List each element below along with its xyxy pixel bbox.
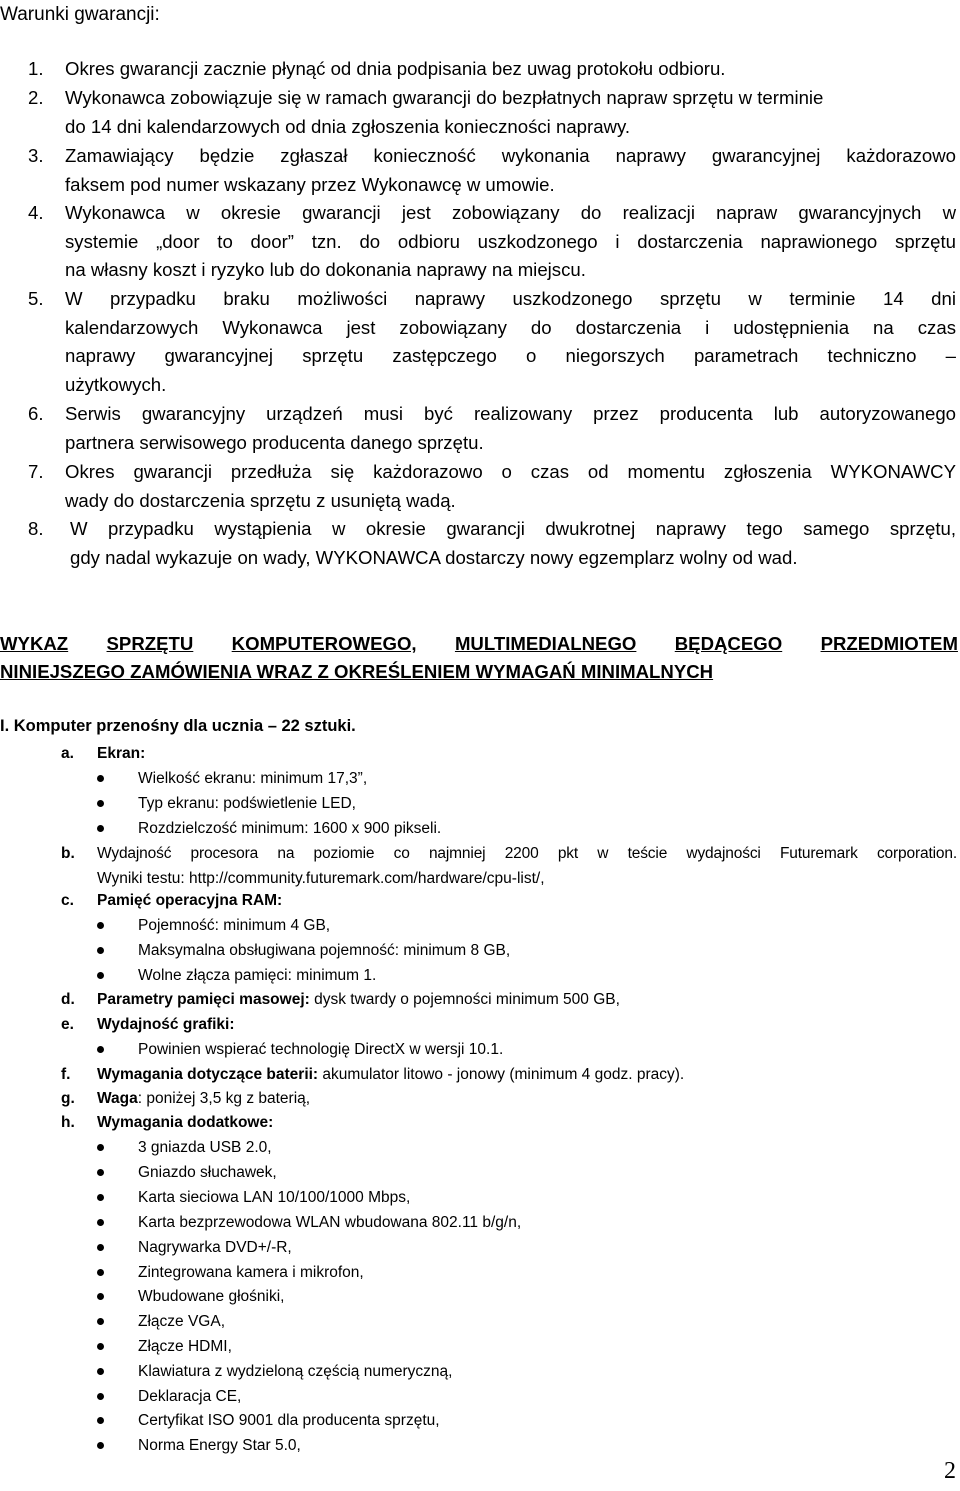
item-line: W przypadku braku możliwości naprawy uszkodzonego sprzętu w terminie 14 dni — [65, 288, 956, 309]
warranty-item-4 — [28, 199, 956, 285]
heading-word: BĘDĄCEGO — [674, 633, 783, 654]
bullet-icon — [97, 1194, 104, 1201]
bullet-icon — [97, 1244, 104, 1251]
heading-word: PRZEDMIOTEM — [820, 633, 958, 654]
bullet-icon — [97, 1343, 104, 1350]
bullet-icon — [97, 947, 104, 954]
subsection-text: Wyniki testu: http://community.futuremark.com/hardware/cpu-list/, — [97, 870, 545, 887]
item-line: użytkowych. — [65, 373, 167, 395]
item-line: Zamawiający będzie zgłaszał konieczność wykonania naprawy gwarancyjnej każdorazowo — [65, 145, 956, 166]
bullet-icon — [97, 775, 104, 782]
item-line: partnera serwisowego producenta danego sprzętu. — [65, 431, 484, 453]
subsection-letter: c. — [61, 892, 74, 909]
item-number: 2. — [28, 87, 44, 108]
subsection-label: Ekran: — [97, 745, 146, 762]
heading-word: KOMPUTEROWEGO, — [231, 633, 417, 654]
bullet-icon — [97, 1417, 104, 1424]
warranty-item-2 — [28, 84, 956, 141]
item-line: systemie „door to door” tzn. do odbioru uszkodzonego i dostarczenia naprawionego sprzętu — [65, 230, 956, 252]
warranty-item-6 — [28, 400, 956, 457]
subsection-letter: b. — [61, 845, 75, 862]
item-number: 8. — [28, 518, 44, 539]
item-line: gdy nadal wykazuje on wady, WYKONAWCA dostarczy nowy egzemplarz wolny od wad. — [70, 546, 798, 568]
item-line: Okres gwarancji zacznie płynąć od dnia podpisania bez uwag protokołu odbioru. — [65, 58, 726, 79]
subsection-label: Wydajność grafiki: — [97, 1016, 235, 1033]
bullet-icon — [97, 1269, 104, 1276]
bullet-icon — [97, 1318, 104, 1325]
subsection-letter: h. — [61, 1114, 75, 1131]
bullet-icon — [97, 825, 104, 832]
warranty-item-7 — [28, 458, 956, 515]
subsection-label: Wymagania dodatkowe: — [97, 1114, 274, 1131]
subsection-letter: f. — [61, 1066, 71, 1083]
bullet-icon — [97, 972, 104, 979]
item-number: 5. — [28, 288, 44, 309]
subsection-label: Parametry pamięci masowej: — [97, 991, 310, 1008]
item-line: Wykonawca w okresie gwarancji jest zobowiązany do realizacji napraw gwarancyjnych w — [65, 202, 956, 223]
warranty-title: Warunki gwarancji: — [0, 4, 160, 25]
bullet-icon — [97, 1046, 104, 1053]
warranty-item-1 — [28, 55, 956, 84]
subsection-letter: d. — [61, 991, 75, 1008]
subsection-text: akumulator litowo - jonowy (minimum 4 godz. pracy). — [318, 1066, 685, 1083]
subsection-letter: a. — [61, 745, 74, 762]
subsection-text: dysk twardy o pojemności minimum 500 GB, — [309, 991, 620, 1008]
subsection-text: Wydajność procesora na poziomie co najmniej 2200 pkt w teście wydajności Futuremark corporation. — [97, 845, 957, 862]
heading-word: MULTIMEDIALNEGO — [454, 633, 637, 654]
bullet-icon — [97, 1144, 104, 1151]
bullet-icon — [97, 1393, 104, 1400]
item-line: Okres gwarancji przedłuża się każdorazowo o czas od momentu zgłoszenia WYKONAWCY — [65, 461, 956, 482]
item-line: Serwis gwarancyjny urządzeń musi być realizowany przez producenta lub autoryzowanego — [65, 403, 956, 424]
item-line: wady do dostarczenia sprzętu z usuniętą wadą. — [65, 489, 456, 511]
subsection-text: : poniżej 3,5 kg z baterią, — [137, 1090, 311, 1107]
item-number: 6. — [28, 403, 44, 424]
equipment-list-heading — [0, 630, 958, 686]
warranty-item-5 — [28, 285, 956, 399]
page-number: 2 — [944, 1458, 956, 1484]
item-line: naprawy gwarancyjnej sprzętu zastępczego o niegorszych parametrach techniczno – — [65, 345, 956, 367]
heading-word: WYKAZ — [0, 633, 69, 654]
bullet-icon — [97, 922, 104, 929]
bullet-icon — [97, 1219, 104, 1226]
item-line: do 14 dni kalendarzowych od dnia zgłoszenia konieczności naprawy. — [65, 115, 631, 137]
item-number: 1. — [28, 58, 44, 79]
section-title: I. Komputer przenośny dla ucznia – 22 sztuki. — [0, 717, 356, 735]
item-line: kalendarzowych Wykonawca jest zobowiązany do dostarczenia i udostępnienia na czas — [65, 316, 956, 338]
bullet-icon — [97, 1293, 104, 1300]
item-number: 4. — [28, 202, 44, 223]
bullet-icon — [97, 800, 104, 807]
bullet-icon — [97, 1368, 104, 1375]
subsection-letter: g. — [61, 1090, 75, 1107]
item-line: W przypadku wystąpienia w okresie gwarancji dwukrotnej naprawy tego samego sprzętu, — [70, 518, 956, 539]
item-number: 7. — [28, 461, 44, 482]
item-line: na własny koszt i ryzyko lub do dokonania naprawy na miejscu. — [65, 259, 586, 281]
subsection-label: Waga — [97, 1090, 138, 1107]
subsection-label: Wymagania dotyczące baterii: — [97, 1066, 319, 1083]
item-line: faksem pod numer wskazany przez Wykonawcę w umowie. — [65, 173, 555, 195]
item-number: 3. — [28, 145, 44, 166]
warranty-item-3 — [28, 142, 956, 199]
subsection-label: Pamięć operacyjna RAM: — [97, 892, 283, 909]
item-line: Wykonawca zobowiązuje się w ramach gwarancji do bezpłatnych napraw sprzętu w terminie — [65, 87, 824, 108]
warranty-item-8 — [28, 515, 956, 572]
bullet-icon — [97, 1442, 104, 1449]
heading-word: SPRZĘTU — [106, 633, 194, 654]
bullet-icon — [97, 1169, 104, 1176]
heading-line-2: NINIEJSZEGO ZAMÓWIENIA WRAZ Z OKREŚLENIEM WYMAGAŃ MINIMALNYCH — [0, 661, 714, 682]
subsection-letter: e. — [61, 1016, 74, 1033]
